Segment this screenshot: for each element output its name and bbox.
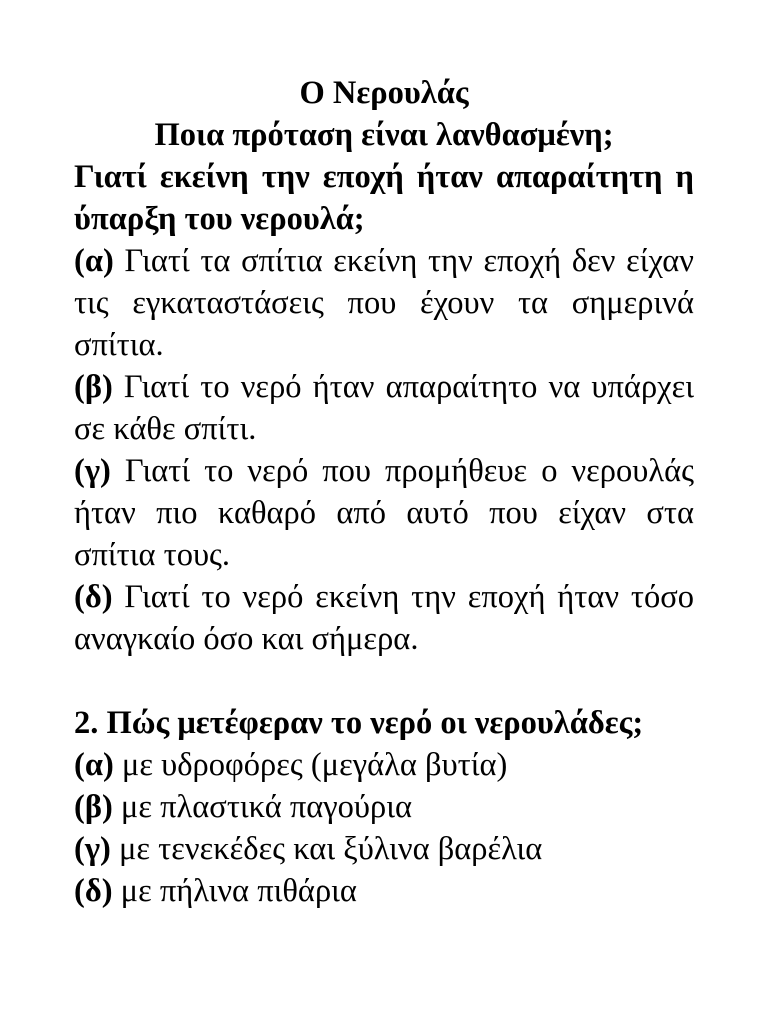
question-1-option-d xyxy=(74,576,694,660)
option-text: Γιατί το νερό εκείνη την εποχή ήταν τόσο αναγκαίο όσο και σήμερα. xyxy=(74,579,694,657)
option-text: Γιατί το νερό που προμήθευε ο νερουλάς ήταν πιο καθαρό από αυτό που είχαν στα σπίτια τους. xyxy=(74,453,694,573)
option-text: με υδροφόρες (μεγάλα βυτία) xyxy=(113,747,508,783)
question-2-option-a xyxy=(74,744,694,786)
option-text: με τενεκέδες και ξύλινα βαρέλια xyxy=(110,831,543,867)
question-1-option-c xyxy=(74,450,694,576)
option-label: (δ) xyxy=(74,873,113,909)
option-text: με πήλινα πιθάρια xyxy=(112,873,357,909)
document-page xyxy=(74,72,694,912)
document-title: Ο Νερουλάς xyxy=(299,75,469,111)
option-label: (γ) xyxy=(74,453,111,489)
option-text: με πλαστικά παγούρια xyxy=(112,789,412,825)
question-2-option-c xyxy=(74,828,694,870)
option-label: (α) xyxy=(74,747,114,783)
question-2-option-b xyxy=(74,786,694,828)
question-1-option-a xyxy=(74,240,694,366)
option-label: (δ) xyxy=(74,579,113,615)
question-2-text: 2. Πώς μετέφεραν το νερό οι νερουλάδες; xyxy=(74,705,644,741)
section-spacer xyxy=(74,660,694,702)
question-1-option-b xyxy=(74,366,694,450)
option-text: Γιατί το νερό ήταν απαραίτητο να υπάρχει σε κάθε σπίτι. xyxy=(74,369,694,447)
question-2-option-d xyxy=(74,870,694,912)
option-label: (γ) xyxy=(74,831,111,867)
option-text: Γιατί τα σπίτια εκείνη την εποχή δεν είχαν τις εγκαταστάσεις που έχουν τα σημερινά σπίτια. xyxy=(74,243,694,363)
document-subtitle: Ποια πρόταση είναι λανθασμένη; xyxy=(154,117,614,153)
option-label: (β) xyxy=(74,789,113,825)
option-label: (β) xyxy=(74,369,113,405)
question-1-text: Γιατί εκείνη την εποχή ήταν απαραίτητη η ύπαρξη του νερουλά; xyxy=(74,159,694,237)
option-label: (α) xyxy=(74,243,114,279)
